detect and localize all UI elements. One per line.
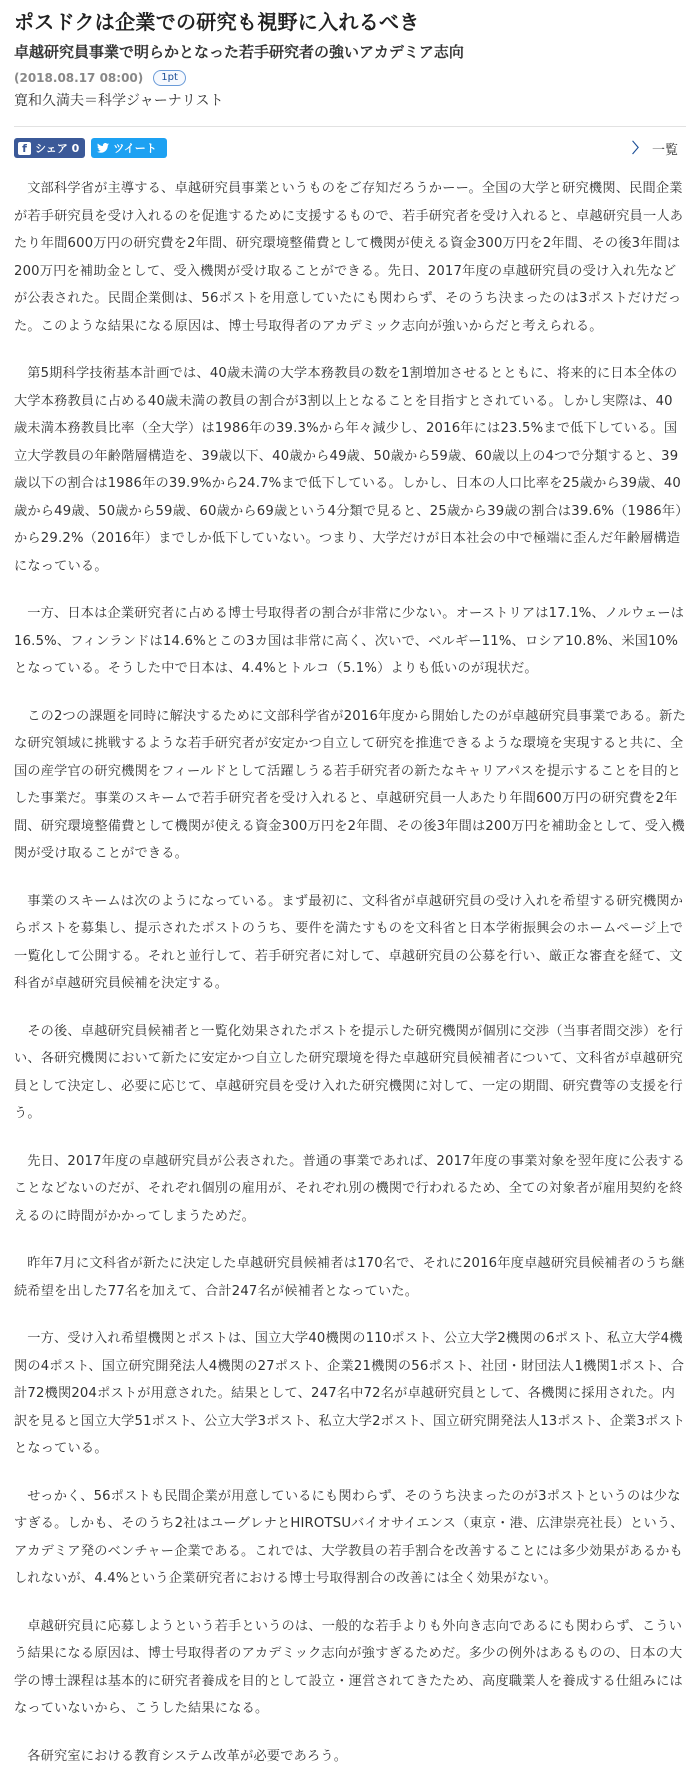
twitter-share-button[interactable] xyxy=(91,138,166,158)
facebook-share-label: シェア 0 xyxy=(35,140,79,156)
article-title: ポスドクは企業での研究も視野に入れるべき xyxy=(14,8,686,36)
publish-date: (2018.08.17 08:00) xyxy=(14,71,143,85)
article-paragraph: 先日、2017年度の卓越研究員が公表された。普通の事業であれば、2017年度の事業対象を翌年度に公表することなどないのだが、それぞれ個別の雇用が、それぞれ別の機関で行われるため、全ての対象者が雇用契約を終えるのに時間がかかってしまうためだ。 xyxy=(14,1148,686,1231)
article-paragraph: 一方、受け入れ希望機関とポストは、国立大学40機関の110ポスト、公立大学2機関の6ポスト、私立大学4機関の4ポスト、国立研究開発法人4機関の27ポスト、企業21機関の56ポスト、社団・財団法人1機関1ポスト、合計72機関204ポストが用意された。結果として、247名中72名が卓越研究員として、各機関に採用された。内訳を見ると国立大学51ポスト、公立大学3ポスト、私立大学2ポスト、国立研究開発法人13ポスト、企業3ポストとなっている。 xyxy=(14,1325,686,1463)
article-meta xyxy=(14,68,686,88)
points-badge[interactable]: 1pt xyxy=(153,70,186,86)
article-paragraph: 第5期科学技術基本計画では、40歳未満の大学本務教員の数を1割増加させるとともに、将来的に日本全体の大学本務教員に占める40歳未満の教員の割合が3割以上となることを目指すとされている。しかし実際は、40歳未満本務教員比率（全大学）は1986年の39.3%から年々減少し、2016年には23.5%まで低下している。国立大学教員の年齢階層構造を、39歳以下、40歳から49歳、50歳から59歳、60歳以上の4つで分類すると、39歳以下の割合は1986年の39.9%から24.7%まで低下している。しかし、日本の人口比率を25歳から39歳、40歳から49歳、50歳から59歳、60歳から69歳という4分類で見ると、25歳から39歳の割合は39.6%（1986年）から29.2%（2016年）までしか低下していない。つまり、大学だけが日本社会の中で極端に歪んだ年齢層構造になっている。 xyxy=(14,360,686,580)
twitter-bird-icon xyxy=(97,143,109,153)
facebook-icon: f xyxy=(18,142,31,155)
twitter-share-label: ツイート xyxy=(113,140,156,156)
share-bar xyxy=(14,127,686,169)
list-link-label: 一覧 xyxy=(652,139,678,158)
article-paragraph: その後、卓越研究員候補者と一覧化効果されたポストを提示した研究機関が個別に交渉（当事者間交渉）を行い、各研究機関において新たに安定かつ自立した研究環境を得た卓越研究員候補者について、文科省が卓越研究員として決定し、必要に応じて、卓越研究員を受け入れた研究機関に対して、一定の期間、研究費等の支援を行う。 xyxy=(14,1018,686,1128)
article-body xyxy=(14,175,686,1770)
article-subtitle: 卓越研究員事業で明らかとなった若手研究者の強いアカデミア志向 xyxy=(14,40,686,64)
article-paragraph: 卓越研究員に応募しようという若手というのは、一般的な若手よりも外向き志向であるにも関わらず、こういう結果になる原因は、博士号取得者のアカデミック志向が強すぎるためだ。多少の例外はあるものの、日本の大学の博士課程は基本的に研究者養成を目的として設立・運営されてきたため、高度職業人を養成する仕組みにはなっていないから、こうした結果になる。 xyxy=(14,1613,686,1723)
article-paragraph: 事業のスキームは次のようになっている。まず最初に、文科省が卓越研究員の受け入れを希望する研究機関からポストを募集し、提示されたポストのうち、要件を満たすものを文科省と日本学術振興会のホームページ上で一覧化して公開する。それと並行して、若手研究者に対して、卓越研究員の公募を行い、厳正な審査を経て、文科省が卓越研究員候補を決定する。 xyxy=(14,888,686,998)
article-paragraph: この2つの課題を同時に解決するために文部科学省が2016年度から開始したのが卓越研究員事業である。新たな研究領域に挑戦するような若手研究者が安定かつ自立して研究を推進できるような環境を実現すると共に、全国の産学官の研究機関をフィールドとして活躍しうる若手研究者の新たなキャリアパスを提示することを目的とした事業だ。事業のスキームで若手研究者を受け入れると、卓越研究員一人あたり年間600万円の研究費を2年間、研究環境整備費として機関が使える資金300万円を2年間、その後3年間は200万円を補助金として、受入機関が受け取ることができる。 xyxy=(14,703,686,868)
breadcrumb-cutoff xyxy=(14,0,686,4)
article-paragraph: 各研究室における教育システム改革が必要であろう。 xyxy=(14,1743,686,1770)
back-to-list-link[interactable] xyxy=(632,127,678,169)
article-paragraph: 一方、日本は企業研究者に占める博士号取得者の割合が非常に少ない。オーストリアは17.1%、ノルウェーは16.5%、フィンランドは14.6%とこの3カ国は非常に高く、次いで、ベルギー11%、ロシア10.8%、米国10%となっている。そうした中で日本は、4.4%とトルコ（5.1%）よりも低いのが現状だ。 xyxy=(14,600,686,683)
article-paragraph: 昨年7月に文科省が新たに決定した卓越研究員候補者は170名で、それに2016年度卓越研究員候補者のうち継続希望を出した77名を加えて、合計247名が候補者となっていた。 xyxy=(14,1250,686,1305)
author-line: 寛和久満夫＝科学ジャーナリスト xyxy=(14,90,686,112)
article-paragraph: せっかく、56ポストも民間企業が用意しているにも関わらず、そのうち決まったのが3ポストというのは少なすぎる。しかも、そのうち2社はユーグレナとHIROTSUバイオサイエンス（東京・港、広津崇亮社長）という、アカデミア発のベンチャー企業である。これでは、大学教員の若手割合を改善することには多少効果があるかもしれないが、4.4%という企業研究者における博士号取得割合の改善には全く効果がない。 xyxy=(14,1483,686,1593)
facebook-share-button[interactable] xyxy=(14,138,85,158)
article-paragraph: 文部科学省が主導する、卓越研究員事業というものをご存知だろうかーー。全国の大学と研究機関、民間企業が若手研究員を受け入れるのを促進するために支援するもので、若手研究者を受け入れると、卓越研究員一人あたり年間600万円の研究費を2年間、研究環境整備費として機関が使える資金300万円を2年間、その後3年間は200万円を補助金として、受入機関が受け取ることができる。先日、2017年度の卓越研究員の受け入れ先などが公表された。民間企業側は、56ポストを用意していたにも関わらず、そのうち決まったのは3ポストだけだった。このような結果になる原因は、博士号取得者のアカデミック志向が強いからだと考えられる。 xyxy=(14,175,686,340)
chevron-right-icon: 〉 xyxy=(632,138,646,158)
